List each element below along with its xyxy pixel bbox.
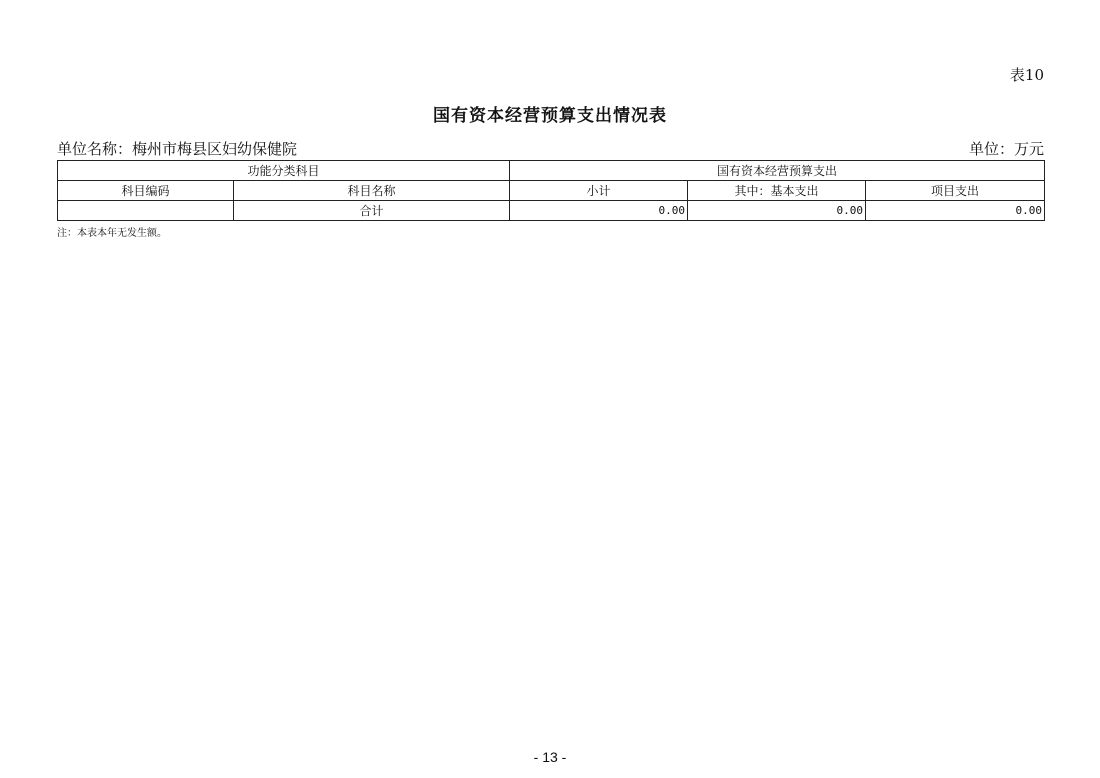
- unit-info-line: [57, 138, 1044, 159]
- table-note: 注：本表本年无发生额。: [57, 228, 167, 239]
- table-group-header-row: [58, 161, 1045, 181]
- group-header-functional-category: 功能分类科目: [58, 161, 510, 181]
- cell-name: 合计: [234, 201, 510, 221]
- page-title: 国有资本经营预算支出情况表: [433, 106, 667, 126]
- page-number: - 13 -: [533, 749, 567, 765]
- cell-code: [58, 201, 234, 221]
- unit-name-label: 单位名称：: [57, 140, 133, 158]
- table-number: 表10: [1009, 66, 1044, 84]
- column-header-project-expenditure: 项目支出: [866, 181, 1045, 201]
- cell-project-expenditure: 0.00: [866, 201, 1045, 221]
- column-header-subtotal: 小计: [510, 181, 688, 201]
- table-column-header-row: [58, 181, 1045, 201]
- column-header-name: 科目名称: [234, 181, 510, 201]
- budget-table: [57, 160, 1045, 221]
- cell-subtotal: 0.00: [510, 201, 688, 221]
- column-header-code: 科目编码: [58, 181, 234, 201]
- group-header-state-capital-expenditure: 国有资本经营预算支出: [510, 161, 1045, 181]
- cell-basic-expenditure: 0.00: [688, 201, 866, 221]
- currency-unit-label: 单位：万元: [968, 140, 1044, 158]
- table-row: [58, 201, 1045, 221]
- unit-name-value: 梅州市梅县区妇幼保健院: [132, 140, 298, 158]
- unit-name: [57, 138, 297, 159]
- column-header-basic-expenditure: 其中：基本支出: [688, 181, 866, 201]
